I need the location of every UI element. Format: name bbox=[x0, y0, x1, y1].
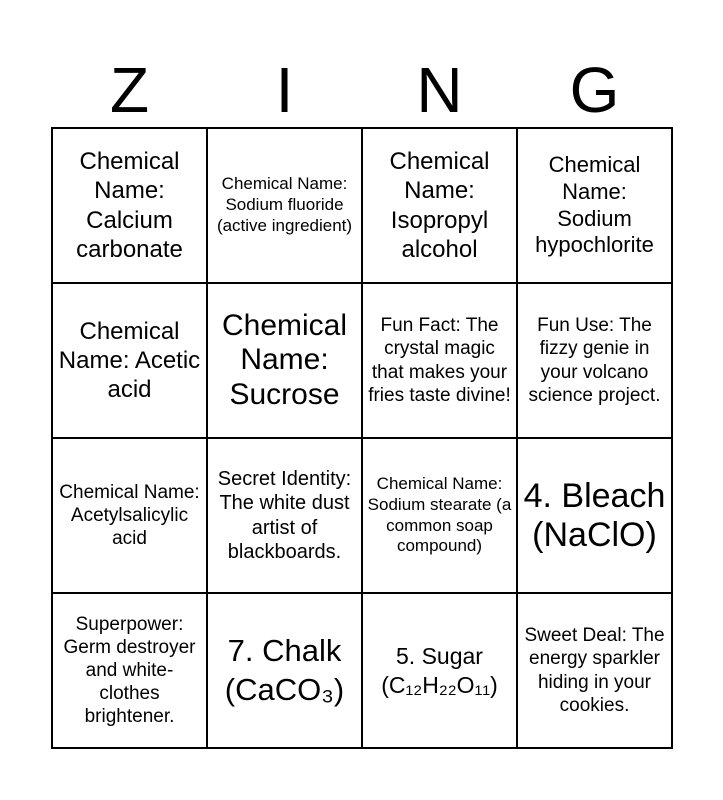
board-row bbox=[52, 283, 672, 438]
bingo-cell[interactable] bbox=[362, 593, 517, 748]
title-letter-g: G bbox=[569, 54, 620, 126]
bingo-cell[interactable] bbox=[52, 438, 207, 593]
bingo-cell[interactable] bbox=[517, 128, 672, 283]
bingo-cell[interactable] bbox=[517, 283, 672, 438]
cell-text: Chemical Name: Sodium fluoride (active ingredient) bbox=[216, 174, 353, 235]
cell-text: Chemical Name: Calcium carbonate bbox=[76, 147, 183, 263]
bingo-cell[interactable] bbox=[52, 593, 207, 748]
title-letter-n: N bbox=[416, 54, 463, 126]
cell-text: 7. Chalk (CaCO₃) bbox=[224, 632, 345, 707]
board-row bbox=[52, 128, 672, 283]
cell-text: Chemical Name: Isopropyl alcohol bbox=[389, 147, 490, 263]
bingo-cell[interactable] bbox=[207, 128, 362, 283]
title-letter-i: I bbox=[275, 54, 294, 126]
cell-text: 4. Bleach (NaClO) bbox=[523, 477, 666, 554]
cell-text: Chemical Name: Acetylsalicylic acid bbox=[59, 481, 200, 550]
bingo-cell[interactable] bbox=[207, 283, 362, 438]
bingo-cell[interactable] bbox=[52, 283, 207, 438]
cell-text: Fun Fact: The crystal magic that makes your fries taste divine! bbox=[368, 315, 511, 406]
bingo-board bbox=[51, 127, 673, 749]
cell-text: Chemical Name: Sucrose bbox=[221, 308, 348, 411]
bingo-cell[interactable] bbox=[517, 593, 672, 748]
cell-text: Chemical Name: Sodium hypochlorite bbox=[535, 151, 654, 258]
board-row bbox=[52, 438, 672, 593]
bingo-cell[interactable] bbox=[517, 438, 672, 593]
cell-text: Superpower: Germ destroyer and white-clothes brightener. bbox=[63, 613, 196, 728]
bingo-cell[interactable] bbox=[362, 283, 517, 438]
cell-text: 5. Sugar (C₁₂H₂₂O₁₁) bbox=[381, 643, 498, 698]
cell-text: Chemical Name: Acetic acid bbox=[58, 317, 201, 404]
board-row bbox=[52, 593, 672, 748]
bingo-title bbox=[52, 52, 672, 128]
cell-text: Sweet Deal: The energy sparkler hiding in your cookies. bbox=[524, 625, 665, 716]
cell-text: Secret Identity: The white dust artist of blackboards. bbox=[217, 467, 352, 563]
cell-text: Chemical Name: Sodium stearate (a common soap compound) bbox=[367, 474, 512, 556]
bingo-cell[interactable] bbox=[362, 438, 517, 593]
bingo-cell[interactable] bbox=[207, 593, 362, 748]
bingo-cell[interactable] bbox=[52, 128, 207, 283]
bingo-cell[interactable] bbox=[207, 438, 362, 593]
bingo-cell[interactable] bbox=[362, 128, 517, 283]
cell-text: Fun Use: The fizzy genie in your volcano science project. bbox=[528, 315, 661, 406]
title-letter-z: Z bbox=[109, 54, 150, 126]
